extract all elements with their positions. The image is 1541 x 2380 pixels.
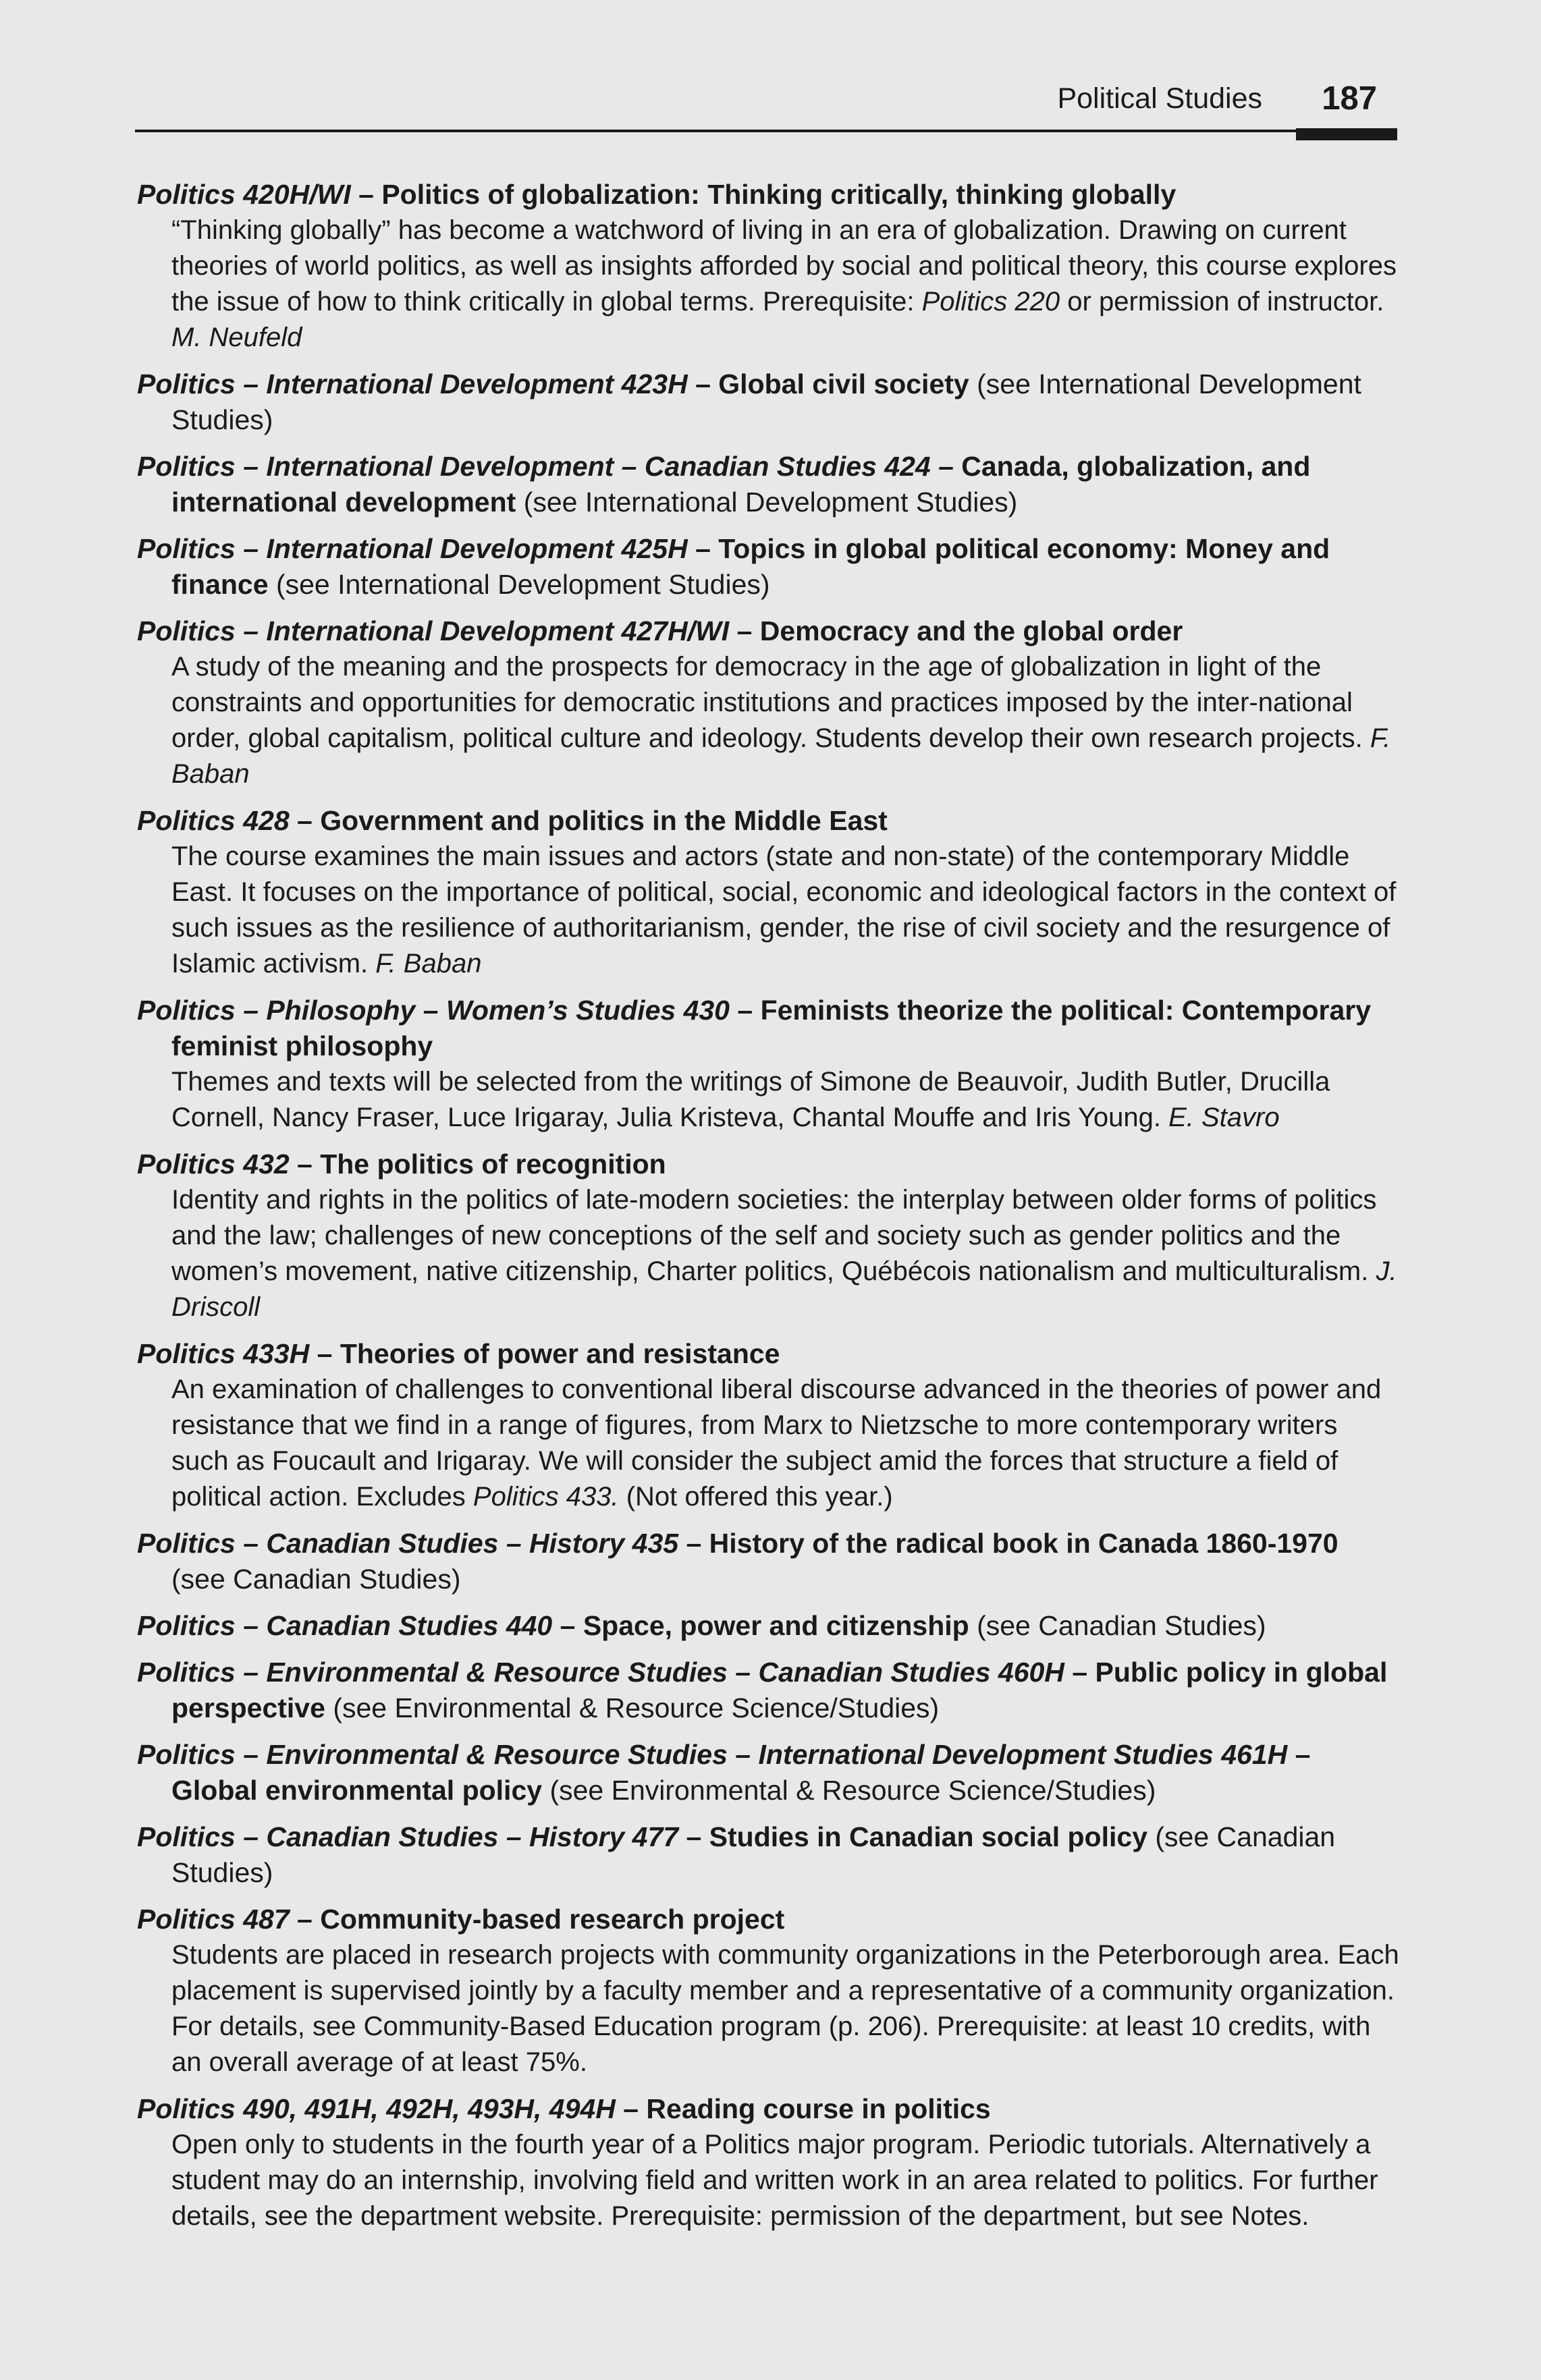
course-listing [137, 177, 1399, 2245]
course-title: Community-based research project [320, 1904, 785, 1935]
course-title: Global environmental policy [171, 1775, 543, 1806]
course-heading [137, 1526, 1399, 1597]
code-title-separator: – [729, 615, 760, 646]
course-heading [137, 1819, 1399, 1891]
header-tab-marker [1296, 128, 1397, 140]
code-title-separator: – [687, 368, 719, 399]
code-title-separator: – [552, 1610, 583, 1641]
instructor-name: M. Neufeld [171, 323, 302, 352]
course-entry [137, 1819, 1399, 1891]
cross-reference: (see International Development Studies) [275, 569, 770, 600]
course-description [137, 1937, 1399, 2080]
description-text: Themes and texts will be selected from the writings of Simone de Beauvoir, Judith Butler, Drucilla Cornell, Nancy Fraser, Luce Irigaray, Julia Kristeva, Chantal Mouffe and Iris Young. [171, 1067, 1330, 1132]
course-description [137, 1182, 1399, 1325]
course-title: Theories of power and resistance [340, 1338, 780, 1369]
course-heading [137, 1146, 1399, 1182]
instructor-name: E. Stavro [1168, 1103, 1280, 1132]
code-title-separator: – [729, 995, 761, 1026]
description-text-after: or permission of instructor. [1060, 287, 1384, 316]
cross-reference: (see Environmental & Resource Science/Studies) [549, 1775, 1156, 1806]
instructor-name: F. Baban [375, 949, 482, 978]
instructor-name: F. Baban [171, 723, 1391, 789]
course-entry [137, 1146, 1399, 1325]
course-entry [137, 1336, 1399, 1515]
course-code: Politics – International Development 425H [137, 533, 688, 564]
course-title: Politics of globalization: Thinking critically, thinking globally [381, 179, 1177, 210]
code-title-separator: – [309, 1338, 340, 1369]
description-text: Identity and rights in the politics of late-modern societies: the interplay between older forms of politics and the law; challenges of new conceptions of the self and society such as gender politics and the women’s movement, native citizenship, Charter politics, Québécois nationalism and multiculturalism. [171, 1185, 1377, 1286]
code-title-separator: – [678, 1528, 709, 1559]
course-code: Politics 432 [137, 1149, 290, 1180]
course-description [137, 213, 1399, 356]
course-code: Politics – International Development – Canadian Studies 424 [137, 451, 931, 482]
code-title-separator: – [687, 533, 719, 564]
course-code: Politics – Canadian Studies 440 [137, 1610, 553, 1641]
course-heading [137, 1655, 1399, 1726]
course-heading [137, 531, 1399, 603]
course-heading [137, 613, 1399, 649]
course-code: Politics 433H [137, 1338, 310, 1369]
course-entry [137, 449, 1399, 520]
description-text: Open only to students in the fourth year of a Politics major program. Periodic tutorials. Alternatively a student may do an internship, involving field and written work in an area related to politics. For further details, see the department website. Prerequisite: permission of the department, but see Notes. [171, 2130, 1378, 2231]
cross-reference: (see International Development Studies) [523, 487, 1018, 518]
course-code: Politics 420H/WI [137, 179, 351, 210]
course-title: Global civil society [718, 368, 969, 399]
header-rule [135, 130, 1397, 132]
course-entry [137, 993, 1399, 1136]
page-header [135, 74, 1397, 135]
course-code: Politics 490, 491H, 492H, 493H, 494H [137, 2093, 616, 2124]
code-title-separator: – [289, 805, 321, 836]
running-header-section: Political Studies [1057, 82, 1262, 115]
course-description [137, 1064, 1399, 1136]
course-title: Space, power and citizenship [583, 1610, 969, 1641]
code-title-separator: – [678, 1821, 709, 1852]
description-text: “Thinking globally” has become a watchword of living in an era of globalization. Drawing on current theories of world politics, as well as insights afforded by social and political theory, this course explores the issue of how to think critically in global terms. Prerequisite: [171, 215, 1397, 316]
course-heading [137, 366, 1399, 438]
cross-reference: (see Canadian Studies) [171, 1563, 461, 1595]
course-entry [137, 1608, 1399, 1644]
cross-reference: (see Canadian Studies) [977, 1610, 1266, 1641]
course-title: Topics in global political economy: Money and finance [171, 533, 1330, 600]
course-heading [137, 177, 1399, 213]
course-entry [137, 1526, 1399, 1597]
course-heading [137, 449, 1399, 520]
course-title: Canada, globalization, and international development [171, 451, 1311, 518]
course-code: Politics 428 [137, 805, 290, 836]
course-code: Politics – Canadian Studies – History 435 [137, 1528, 679, 1559]
description-text: A study of the meaning and the prospects for democracy in the age of globalization in light of the constraints and opportunities for democratic institutions and practices imposed by the inter-national order, global capitalism, political culture and ideology. Students develop their own research projects. [171, 652, 1363, 753]
code-title-separator: – [289, 1904, 321, 1935]
description-text: Students are placed in research projects with community organizations in the Peterborough area. Each placement is supervised jointly by a faculty member and a representative of a community organization. For details, see Community-Based Education program (p. 206). Prerequisite: at least 10 credits, with an overall average of at least 75%. [171, 1940, 1399, 2077]
course-title: Democracy and the global order [759, 615, 1183, 646]
course-title: Reading course in politics [646, 2093, 991, 2124]
course-code: Politics – Environmental & Resource Studies – Canadian Studies 460H [137, 1657, 1064, 1688]
description-text: An examination of challenges to conventional liberal discourse advanced in the theories of power and resistance that we find in a range of figures, from Marx to Nietzsche to more contemporary writers such as Foucault and Irigaray. We will consider the subject amid the forces that structure a field of political action. Excludes [171, 1375, 1382, 1512]
course-description [137, 649, 1399, 792]
course-entry [137, 366, 1399, 438]
course-code: Politics 487 [137, 1904, 290, 1935]
course-title: Public policy in global perspective [171, 1657, 1388, 1723]
course-entry [137, 613, 1399, 792]
course-entry [137, 531, 1399, 603]
code-title-separator: – [930, 451, 962, 482]
code-title-separator: – [1287, 1739, 1311, 1770]
course-title: Feminists theorize the political: Contemporary feminist philosophy [171, 995, 1372, 1061]
code-title-separator: – [350, 179, 382, 210]
course-entry [137, 1737, 1399, 1808]
cross-reference: (see Environmental & Resource Science/Studies) [333, 1692, 940, 1723]
course-entry [137, 803, 1399, 982]
course-code: Politics – Environmental & Resource Studies – International Development Studies 461H [137, 1739, 1288, 1770]
description-text-after: (Not offered this year.) [618, 1482, 893, 1512]
course-heading [137, 2091, 1399, 2127]
course-description [137, 839, 1399, 982]
course-heading [137, 803, 1399, 839]
course-code: Politics – International Development 427H/WI [137, 615, 730, 646]
description-course-ref: Politics 220 [921, 287, 1060, 316]
code-title-separator: – [289, 1149, 321, 1180]
course-description [137, 1372, 1399, 1515]
course-description [137, 2127, 1399, 2234]
course-entry [137, 2091, 1399, 2234]
course-heading [137, 1737, 1399, 1808]
code-title-separator: – [1064, 1657, 1096, 1688]
instructor-name: J. Driscoll [171, 1256, 1397, 1322]
course-heading [137, 1336, 1399, 1372]
course-code: Politics – International Development 423H [137, 368, 688, 399]
code-title-separator: – [615, 2093, 647, 2124]
cross-reference: (see International Development Studies) [171, 368, 1361, 435]
course-title: The politics of recognition [320, 1149, 666, 1180]
description-course-ref: Politics 433. [472, 1482, 619, 1512]
course-entry [137, 177, 1399, 356]
course-entry [137, 1655, 1399, 1726]
course-heading [137, 1902, 1399, 1937]
course-title: Government and politics in the Middle East [320, 805, 888, 836]
course-code: Politics – Philosophy – Women’s Studies 430 [137, 995, 730, 1026]
page-number: 187 [1322, 80, 1377, 117]
cross-reference: (see Canadian Studies) [171, 1821, 1336, 1888]
course-title: Studies in Canadian social policy [709, 1821, 1147, 1852]
course-code: Politics – Canadian Studies – History 477 [137, 1821, 679, 1852]
course-heading [137, 1608, 1399, 1644]
course-heading [137, 993, 1399, 1064]
course-entry [137, 1902, 1399, 2080]
description-text: The course examines the main issues and actors (state and non-state) of the contemporary Middle East. It focuses on the importance of political, social, economic and ideological factors in the context of such issues as the resilience of authoritarianism, gender, the rise of civil society and the resurgence of Islamic activism. [171, 841, 1397, 978]
course-title: History of the radical book in Canada 1860-1970 [709, 1528, 1339, 1559]
